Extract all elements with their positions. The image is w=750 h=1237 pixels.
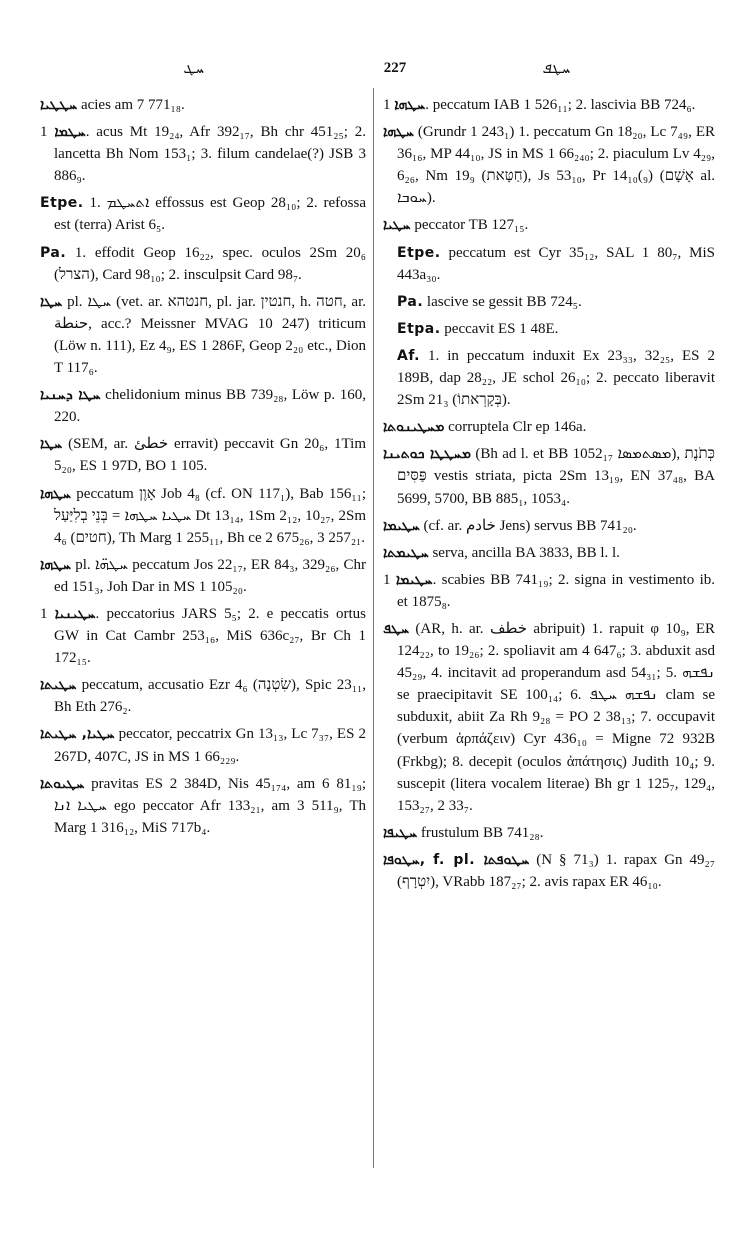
entry-headword: ܚܛܡܐ: [54, 124, 86, 141]
entry-definition: peccator, peccatrix Gn 13₁₃, Lc 7₃₇, ES 2 267D, 407C, JS in MS 1 66₂₂₉.: [54, 726, 366, 765]
entry-headword: ܚܛܐ: [40, 436, 63, 453]
dictionary-entry: [383, 121, 715, 209]
left-column: [40, 94, 366, 844]
entry-headword: ܚܛܐ: [40, 293, 63, 310]
entry-definition: lascive se gessit BB 724₅.: [423, 293, 582, 310]
entry-headword: Etpa.: [397, 320, 441, 337]
dictionary-entry: [40, 291, 366, 379]
entry-definition: 1. acus Mt 19₂₄, Afr 392₁₇, Bh chr 451₂₅; 2. lancetta Bh Nom 153₁; 3. filum candelae(?) JSB 3 886₉.: [40, 124, 366, 185]
dictionary-entry: [383, 618, 715, 817]
entry-definition: 1. scabies BB 741₁₉; 2. signa in vestimento ib. et 1875₈.: [383, 571, 716, 610]
dictionary-entry: [40, 603, 366, 669]
entry-definition: peccatum, accusatio Ezr 4₆ (שִׂטְנָה), Spic 23₁₁, Bh Eth 276₂.: [54, 677, 366, 716]
dictionary-entry: [40, 723, 366, 767]
entry-definition: corruptela Clr ep 146a.: [444, 419, 587, 436]
entry-definition: (Grundr 1 243₁) 1. peccatum Gn 18₂₀, Lc 7₄₉, ER 36₁₆, MP 44₁₀, JS in MS 1 66₂₄₀; 2. piaculum Lv 4₂₉, 6₂₆, Nm 19₉ (חַטָּאת), Js 53₁₀, Pr 14₁₀(₉) (אָשָׁם al. ܚܘܒܐ).: [397, 124, 716, 207]
entry-definition: serva, ancilla BA 3833, BB l. l.: [428, 544, 620, 561]
dictionary-entry: [40, 192, 366, 236]
entry-headword: ܚܛܝܘܬܐ: [40, 775, 85, 792]
entry-definition: peccator TB 127₁₅.: [410, 217, 529, 234]
entry-definition: (Bh ad l. et BB 1052₁₇ ܡܣܬܡܣܐ), כְּתֹנֶת פַּסִּים vestis striata, picta 2Sm 13₁₉, EN 37₄₈, BA 5699, 5700, BB 885₁, 1053₄.: [397, 446, 716, 507]
entry-definition: 1. peccatorius JARS 5₅; 2. e peccatis ortus GW in Cat Cambr 253₁₆, MiS 636c₂₇, Br Ch 1 172₁₅.: [40, 605, 366, 667]
entry-definition: peccavit ES 1 48E.: [440, 320, 559, 337]
entry-definition: frustulum BB 741₂₈.: [417, 824, 544, 841]
entry-definition: acies am 7 771₁₈.: [77, 97, 185, 113]
page-number: 227: [383, 60, 407, 76]
entry-headword: ܚܛܝܢܝܐ: [54, 605, 96, 622]
dictionary-entry: [40, 94, 366, 116]
entry-headword: ܚܛܦ: [383, 620, 410, 637]
entry-definition: pravitas ES 2 384D, Nis 45₁₇₄, am 6 81₁₉; ܚܛܝܐ ܐܢܐ ego peccator Afr 133₂₁, am 3 511₉, Th Marg 1 316₁₂, MiS 717b₄.: [54, 775, 366, 836]
entry-definition: chelidonium minus BB 739₂₈, Löw p. 160, 220.: [54, 387, 366, 426]
dictionary-entry: [383, 318, 715, 340]
entry-definition: pl. ܚܛܐ (vet. ar. חנטהא, pl. jar. חנטין, h. חטה, ar. حنطة, acc.? Meissner MVAG 10 247) triticum (Löw n. 111), Ez 4₉, ES 1 286F, Geop 2₂₀ etc., Dion T 117₆.: [54, 293, 366, 377]
entry-definition: 1. effodit Geop 16₂₂, spec. oculos 2Sm 20₆ (הצרל), Card 98₁₀; 2. insculpsit Card 98₇.: [54, 244, 366, 283]
dictionary-entry: [383, 849, 715, 893]
dictionary-entry: [383, 416, 715, 438]
entry-headword: Etpe.: [40, 195, 84, 212]
entry-headword: ܚܛܛܝܐ: [40, 97, 78, 113]
entry-definition: (AR, h. ar. خطف abripuit) 1. rapuit φ 10₉, ER 124₂₂, to 19₂₆; 2. spoliavit am 4 647₆; 3. abduxit asd 45₂₉, 4. incitavit ad properandum asd 54₃₁; 5. ܢܦܫܗ se praecipitavit SE 100₁₄; 6. ܢܦܫܗ ܚܛܦ clam se subduxit, abiit Za Rh 9₂₈ = PO 2 38₁₃; 7. occupavit (verbum ἁρπάζειν) Cyr 436₁₀ = Migne 72 932B (Frkbg); 8. decepit (oculos ἀπάτησις) Judith 10₄; 9. suscepit (litera vocalem literae) Bh gr 1 125₇, 129₄, 153₂₇, 2 33₇.: [397, 620, 715, 814]
dictionary-entry: [40, 554, 366, 598]
dictionary-entry: [383, 515, 715, 537]
dictionary-entry: [40, 483, 366, 549]
entry-definition: 1. ܐܬܚܛܡ effossus est Geop 28₁₀; 2. refossa est (terra) Arist 6₅.: [54, 195, 366, 234]
entry-headword: Af.: [397, 347, 420, 364]
header-left-syriac: ܚܛ: [183, 61, 204, 77]
dictionary-entry: [383, 345, 715, 411]
dictionary-entry: [40, 384, 366, 428]
entry-headword: ܚܛܝܡܐ: [395, 571, 433, 588]
page-header: [40, 60, 710, 84]
dictionary-entry: [383, 542, 715, 564]
entry-headword: ܡܚܛܝܢܘܬܐ: [383, 419, 445, 436]
dictionary-entry: [383, 214, 715, 236]
dictionary-entry: [40, 121, 366, 187]
entry-headword: ܚܛܝܬܐ: [40, 677, 77, 694]
entry-definition: pl. ܚܛܗ̈ܐ peccatum Jos 22₁₇, ER 84₃, 329₂₆, Chr ed 151₃, Joh Dar in MS 1 105₂₀.: [54, 556, 366, 595]
entry-headword: Etpe.: [397, 244, 441, 261]
entry-headword: ܚܛܐ ܕܚܢܝܐ: [40, 387, 101, 404]
entry-headword: ܚܛܗܐ: [40, 556, 71, 573]
dictionary-entry: [40, 433, 366, 477]
entry-headword: ܚܛܗܐ: [383, 124, 414, 141]
column-divider: [373, 88, 374, 1168]
right-column: [383, 94, 715, 898]
entry-headword: ܚܛܝܐ: [383, 217, 411, 234]
entry-definition: (SEM, ar. خطئ erravit) peccavit Gn 20₆, 1Tim 5₂₀, ES 1 97D, BO 1 105.: [54, 436, 366, 475]
entry-headword: Pa.: [40, 244, 67, 261]
entry-headword: ܚܛܘܦܐ, f. pl. ܚܛܘܦܬܐ: [383, 851, 530, 868]
dictionary-entry: [40, 773, 366, 839]
entry-headword: ܚܛܗܐ: [394, 97, 426, 113]
dictionary-entry: [383, 242, 715, 286]
dictionary-entry: [383, 291, 715, 313]
entry-headword: Pa.: [397, 293, 424, 310]
entry-definition: (cf. ar. خادم Jens) servus BB 741₂₀.: [419, 517, 637, 534]
entry-headword: ܚܛܝܡܬܐ: [383, 544, 429, 561]
dictionary-entry: [383, 569, 715, 613]
entry-definition: 1. in peccatum induxit Ex 23₃₃, 32₂₅, ES 2 189B, dap 28₂₂, JE schol 26₁₀; 2. peccato liberavit 2Sm 21₃ (בְּקָרְאתוֹ).: [397, 347, 715, 409]
entry-headword: ܚܛܝܐ, ܚܛܝܬܐ: [40, 726, 115, 743]
dictionary-entry: [383, 94, 715, 116]
entry-definition: peccatum est Cyr 35₁₂, SAL 1 80₇, MiS 443a₃₀.: [397, 244, 715, 283]
entry-definition: 1. peccatum IAB 1 526₁₁; 2. lascivia BB 724₆.: [383, 97, 696, 113]
entry-headword: ܚܛܗܐ: [40, 485, 71, 502]
entry-headword: ܚܛܝܦܐ: [383, 824, 418, 841]
entry-definition: (N § 71₃) 1. rapax Gn 49₂₇ (יִטְרָף), VRabb 187₂₇; 2. avis rapax ER 46₁₀.: [397, 851, 715, 890]
dictionary-entry: [40, 242, 366, 286]
dictionary-entry: [40, 674, 366, 718]
entry-headword: ܡܚܛܛܐ ܟܘܬܝܢܐ: [383, 446, 471, 463]
dictionary-entry: [383, 443, 715, 509]
dictionary-entry: [383, 822, 715, 844]
entry-definition: peccatum אָוֶן Job 4₈ (cf. ON 117₁), Bab 156₁₁; ܚܛܝܐ ܚܛܗܐ = בְּנֵי בְלִיַּעַל Dt 13₁₄, 1Sm 2₁₂, 10₂₇, 2Sm 4₆ (חטים), Th Marg 1 255₁₁, Bh ce 2 675₂₆, 3 257₂₁.: [54, 485, 367, 546]
header-right-syriac: ܚܛܦ: [542, 61, 570, 77]
entry-headword: ܚܛܝܡܐ: [383, 517, 420, 534]
